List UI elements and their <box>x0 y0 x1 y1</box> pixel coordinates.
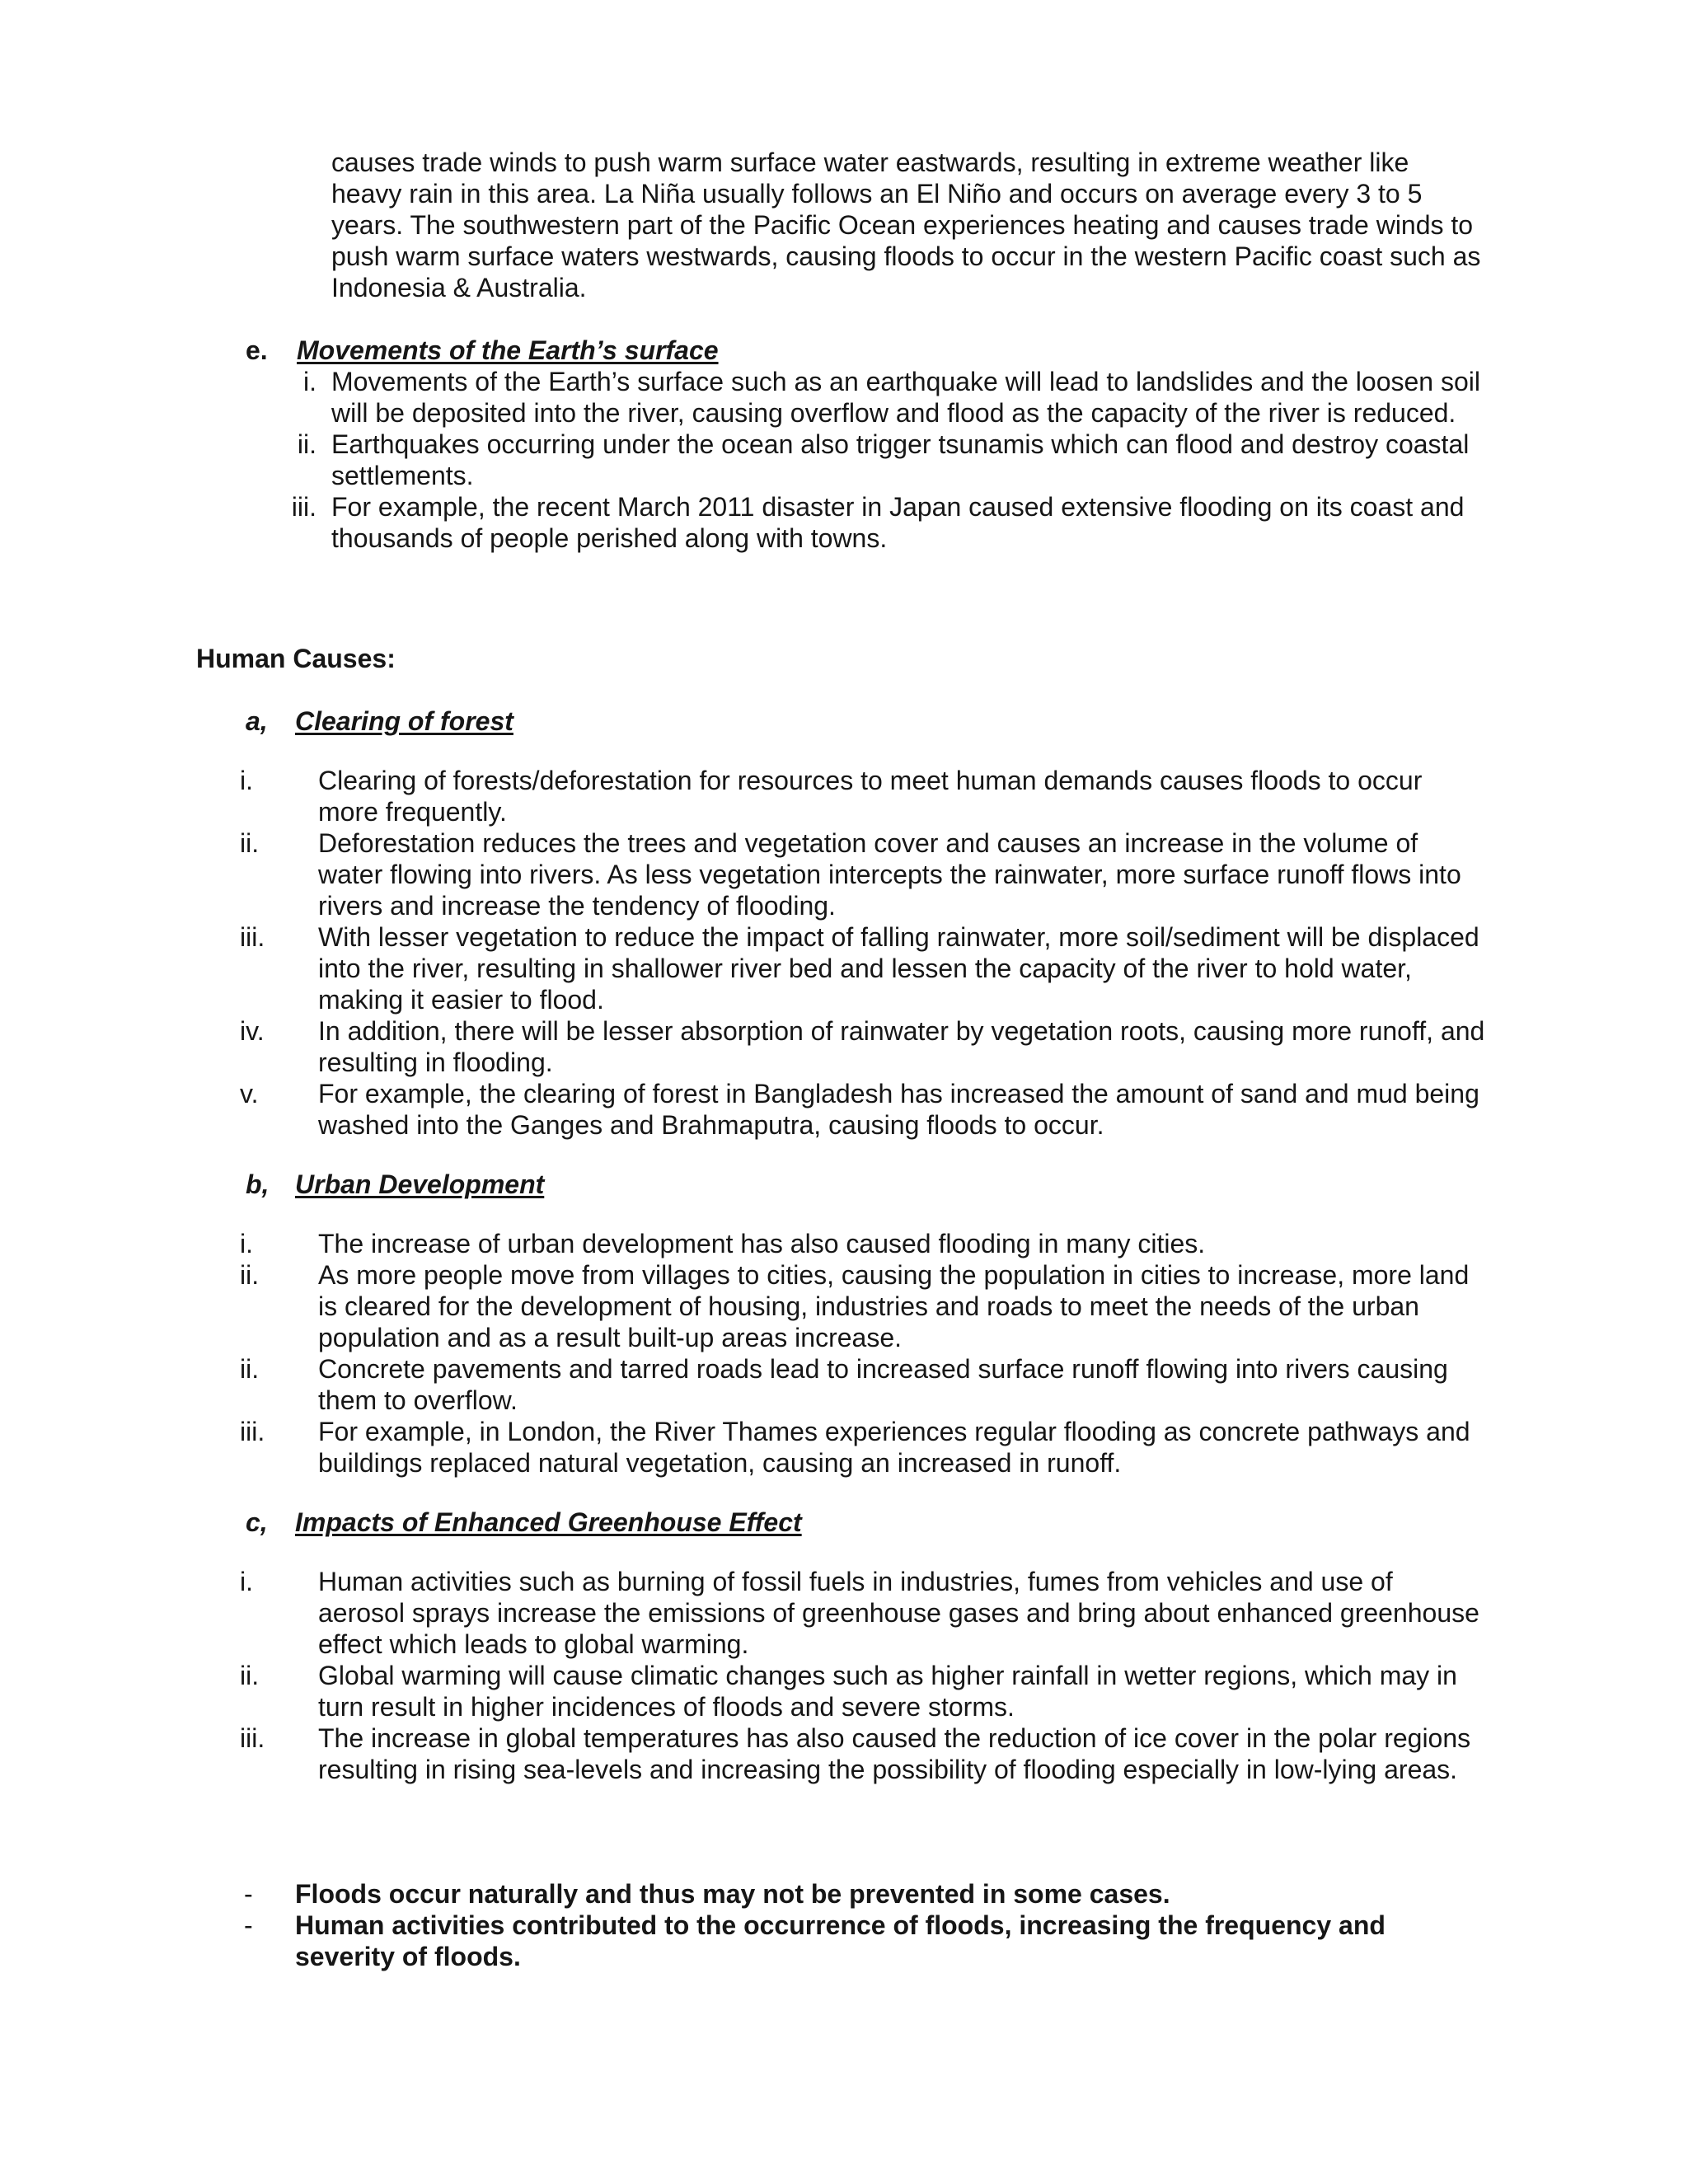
section-c-heading <box>246 1507 802 1538</box>
list-item-text: The increase in global temperatures has also caused the reduction of ice cover in the polar regions resulting in rising sea-levels and increasing the possibility of flooding especially in low-lying areas. <box>318 1723 1471 1784</box>
list-item: iii. With lesser vegetation to reduce the impact of falling rainwater, more soil/sediment will be displaced into the river, resulting in shallower river bed and lessen the capacity of the river to hold water, making it easier to flood. <box>240 922 1479 1015</box>
section-b-list <box>240 1228 1485 1479</box>
list-item-text: Deforestation reduces the trees and vegetation cover and causes an increase in the volume of water flowing into rivers. As less vegetation intercepts the rainwater, more surface runoff flows into rivers and increase the tendency of flooding. <box>318 828 1461 921</box>
list-item-text: For example, the recent March 2011 disaster in Japan caused extensive flooding on its coast and thousands of people perished along with towns. <box>331 492 1465 553</box>
list-item-text: In addition, there will be lesser absorption of rainwater by vegetation roots, causing more runoff, and resulting in flooding. <box>318 1016 1485 1077</box>
list-item: ii. Concrete pavements and tarred roads lead to increased surface runoff flowing into rivers causing them to overflow. <box>240 1354 1448 1415</box>
list-item: v. For example, the clearing of forest in Bangladesh has increased the amount of sand and mud being washed into the Ganges and Brahmaputra, causing floods to occur. <box>240 1079 1479 1140</box>
section-e-list <box>291 366 1485 554</box>
section-e-title: Movements of the Earth’s surface <box>297 335 719 365</box>
dash-bullet: - <box>244 1879 253 1909</box>
list-item-text: As more people move from villages to cities, causing the population in cities to increase, more land is cleared for the development of housing, industries and roads to meet the needs of the urban population and as a result built-up areas increase. <box>318 1260 1470 1352</box>
list-item-text: Concrete pavements and tarred roads lead to increased surface runoff flowing into rivers causing them to overflow. <box>318 1354 1448 1415</box>
list-item <box>303 366 1485 429</box>
list-item: iii. For example, in London, the River Thames experiences regular flooding as concrete pathways and buildings replaced natural vegetation, causing an increased in runoff. <box>240 1417 1470 1478</box>
list-item-text: Movements of the Earth’s surface such as an earthquake will lead to landslides and the loosen soil will be deposited into the river, causing overflow and flood as the capacity of the river is reduced. <box>331 367 1480 428</box>
list-item <box>297 429 1485 491</box>
section-a-title: Clearing of forest <box>295 706 513 736</box>
summary-note-text: Human activities contributed to the occurrence of floods, increasing the frequency and severity of floods. <box>295 1910 1386 1971</box>
section-b-heading <box>246 1169 544 1200</box>
section-b-letter: b, <box>246 1169 270 1199</box>
list-item: i. Clearing of forests/deforestation for resources to meet human demands causes floods to occur more frequently. <box>240 766 1423 827</box>
summary-note-text: Floods occur naturally and thus may not be prevented in some cases. <box>295 1879 1170 1909</box>
list-item-text: For example, in London, the River Thames experiences regular flooding as concrete pathways and buildings replaced natural vegetation, causing an increased in runoff. <box>318 1417 1470 1478</box>
list-item: i. Human activities such as burning of fossil fuels in industries, fumes from vehicles and use of aerosol sprays increase the emissions of greenhouse gases and bring about enhanced greenhouse effect which leads to global warming. <box>240 1567 1479 1659</box>
human-causes-heading: Human Causes: <box>196 644 396 673</box>
summary-note <box>244 1910 1480 1972</box>
section-a-list <box>240 765 1485 1141</box>
list-item-text: The increase of urban development has also caused flooding in many cities. <box>318 1229 1206 1258</box>
list-item-number: ii. <box>297 429 316 459</box>
list-item-text: With lesser vegetation to reduce the impact of falling rainwater, more soil/sediment will be displaced into the river, resulting in shallower river bed and lessen the capacity of the river to hold water, making it easier to flood. <box>318 922 1479 1015</box>
list-item <box>291 491 1485 554</box>
list-item: iv. In addition, there will be lesser absorption of rainwater by vegetation roots, causing more runoff, and resulting in flooding. <box>240 1016 1485 1077</box>
list-item: i. The increase of urban development has also caused flooding in many cities. <box>240 1229 1206 1258</box>
section-c-title: Impacts of Enhanced Greenhouse Effect <box>295 1507 802 1537</box>
list-item: ii. Global warming will cause climatic changes such as higher rainfall in wetter regions, which may in turn result in higher incidences of floods and severe storms. <box>240 1661 1457 1722</box>
list-item-text: Clearing of forests/deforestation for resources to meet human demands causes floods to occur more frequently. <box>318 766 1423 827</box>
list-item-text: For example, the clearing of forest in Bangladesh has increased the amount of sand and mud being washed into the Ganges and Brahmaputra, causing floods to occur. <box>318 1079 1479 1140</box>
list-item-text: Human activities such as burning of fossil fuels in industries, fumes from vehicles and use of aerosol sprays increase the emissions of greenhouse gases and bring about enhanced greenhouse effect which leads to global warming. <box>318 1567 1479 1659</box>
list-item-text: Earthquakes occurring under the ocean also trigger tsunamis which can flood and destroy coastal settlements. <box>331 429 1470 490</box>
section-e-heading <box>246 335 719 366</box>
list-item-text: Global warming will cause climatic changes such as higher rainfall in wetter regions, which may in turn result in higher incidences of floods and severe storms. <box>318 1661 1457 1722</box>
list-item: iii. The increase in global temperatures has also caused the reduction of ice cover in the polar regions resulting in rising sea-levels and increasing the possibility of flooding especially in low-lying areas. <box>240 1723 1471 1784</box>
section-c-list <box>240 1566 1485 1785</box>
summary-note <box>244 1878 1480 1910</box>
list-item-number: iii. <box>291 492 316 522</box>
section-b-title: Urban Development <box>295 1169 545 1199</box>
section-e-letter: e. <box>246 335 268 365</box>
section-a-heading <box>246 705 513 737</box>
dash-bullet: - <box>244 1910 253 1940</box>
list-item-number: i. <box>303 367 316 396</box>
list-item: ii. As more people move from villages to cities, causing the population in cities to increase, more land is cleared for the development of housing, industries and roads to meet the needs of the urban population and as a result built-up areas increase. <box>240 1260 1470 1352</box>
section-c-letter: c, <box>246 1507 268 1537</box>
summary-notes <box>244 1878 1480 1972</box>
list-item: ii. Deforestation reduces the trees and vegetation cover and causes an increase in the volume of water flowing into rivers. As less vegetation intercepts the rainwater, more surface runoff flows into rivers and increase the tendency of flooding. <box>240 828 1461 921</box>
intro-paragraph: causes trade winds to push warm surface water eastwards, resulting in extreme weather like heavy rain in this area. La Niña usually follows an El Niño and occurs on average every 3 to 5 years. The southwestern part of the Pacific Ocean experiences heating and causes trade winds to push warm surface waters westwards, causing floods to occur in the western Pacific coast such as Indonesia & Australia. <box>331 148 1481 302</box>
intro-paragraph-block <box>331 147 1485 303</box>
section-a-letter: a, <box>246 706 268 736</box>
